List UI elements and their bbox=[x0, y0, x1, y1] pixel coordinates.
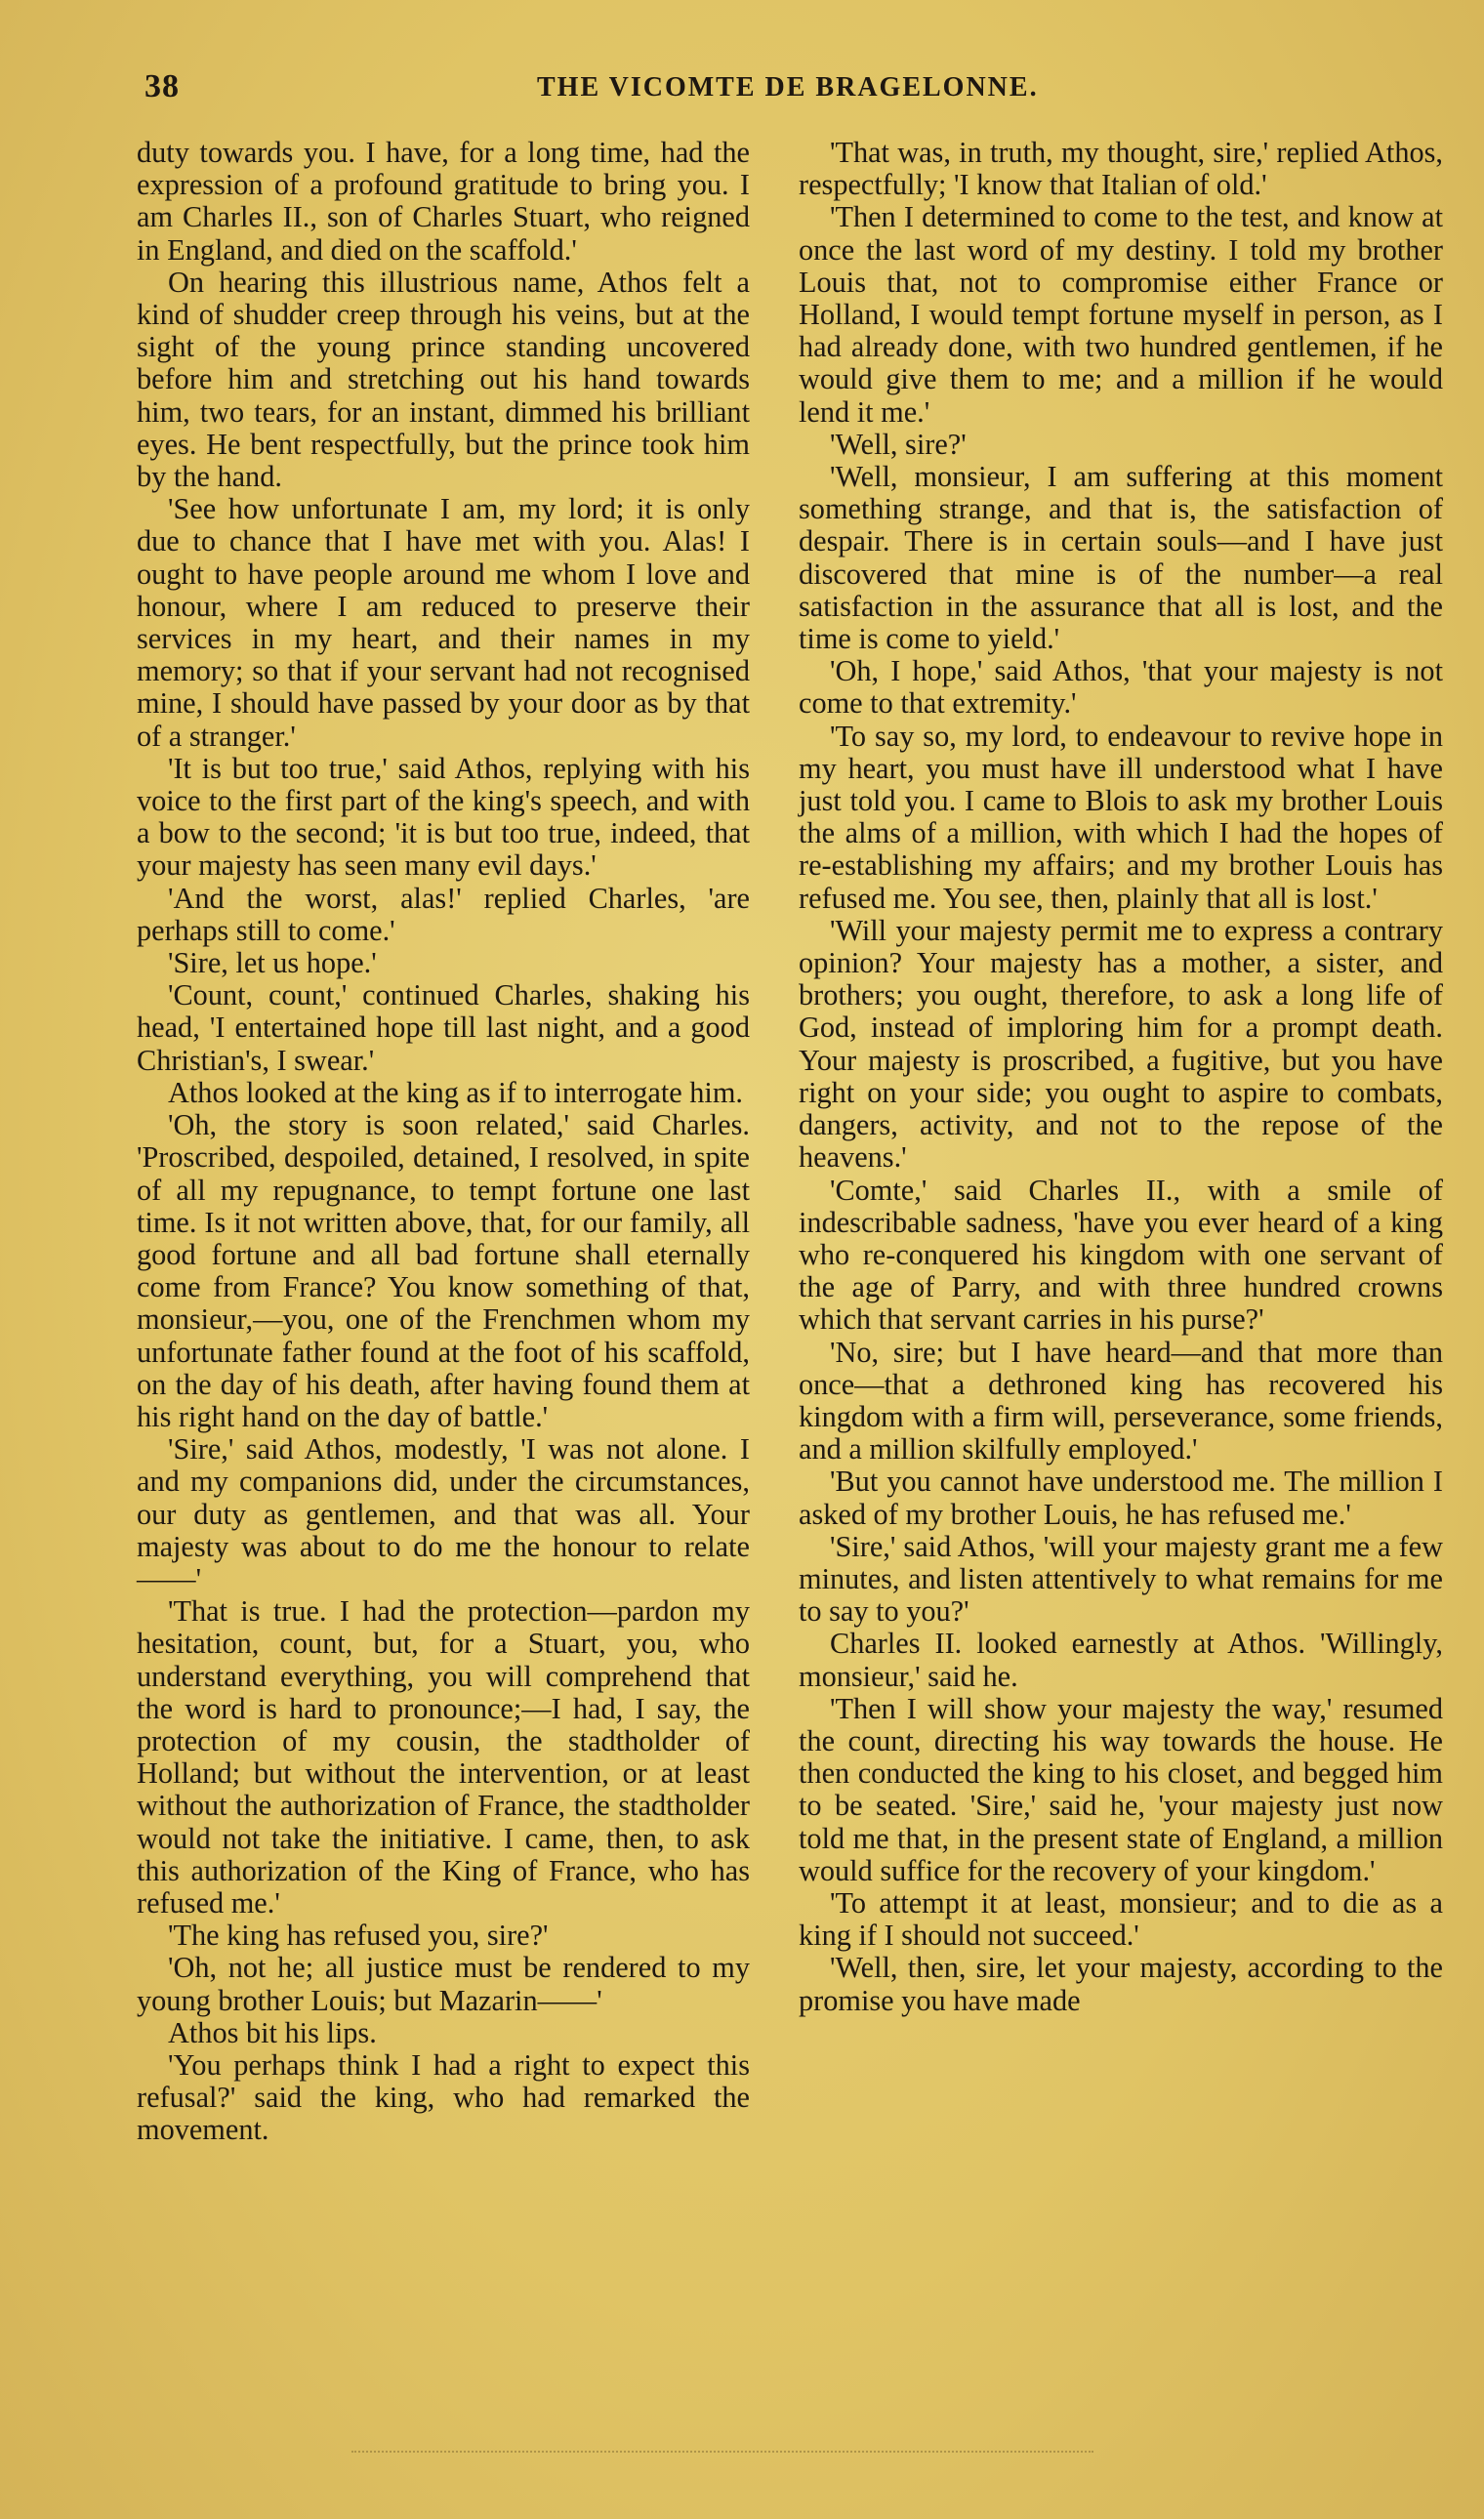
paragraph: On hearing this illustrious name, Athos felt a kind of shudder creep through his veins, but at the sight of the young prince standing uncovered before him and stretching out his hand towards him, two tears, for an instant, dimmed his brilliant eyes. He bent respectfully, but the prince took him by the hand. bbox=[137, 265, 750, 494]
paragraph: 'Then I will show your majesty the way,' resumed the count, directing his way towards the house. He then conducted the king to his closet, and begged him to be seated. 'Sire,' said he, 'your majesty just now told me that, in the present state of England, a million would suffice for the recovery of your kingdom.' bbox=[799, 1691, 1443, 1887]
left-text-column bbox=[137, 137, 750, 2147]
paragraph: Athos looked at the king as if to interrogate him. bbox=[168, 1075, 743, 1109]
paragraph: 'Count, count,' continued Charles, shaking his head, 'I entertained hope till last night, and a good Christian's, I swear.' bbox=[137, 978, 750, 1077]
paragraph: 'To attempt it at least, monsieur; and to die as a king if I should not succeed.' bbox=[799, 1885, 1443, 1953]
paragraph: 'Then I determined to come to the test, and know at once the last word of my destiny. I told my brother Louis that, not to compromise either France or Holland, I would tempt fortune myself in person, as I had already done, with two hundred gentlemen, if he would give them to me; and a million if he would lend it me.' bbox=[799, 200, 1443, 429]
page-header bbox=[144, 68, 1425, 113]
paragraph: 'Well, monsieur, I am suffering at this moment something strange, and that is, the satisfaction of despair. There is in certain souls—and I have just discovered that mine is of the number—a real satisfaction in the assurance that all is lost, and the time is come to yield.' bbox=[799, 460, 1443, 656]
right-text-column bbox=[799, 137, 1443, 2017]
paragraph: 'No, sire; but I have heard—and that more than once—that a dethroned king has recovered his kingdom with a firm will, perseverance, some friends, and a million skilfully employed.' bbox=[799, 1335, 1443, 1466]
page-number: 38 bbox=[144, 68, 180, 104]
bottom-bleed-through-marks bbox=[351, 2451, 1093, 2457]
paragraph: 'But you cannot have understood me. The million I asked of my brother Louis, he has refused me.' bbox=[799, 1465, 1443, 1531]
paragraph: duty towards you. I have, for a long time, had the expression of a profound gratitude to bring you. I am Charles II., son of Charles Stuart, who reigned in England, and died on the scaffold.' bbox=[137, 136, 750, 267]
paragraph: 'Sire,' said Athos, modestly, 'I was not alone. I and my companions did, under the circumstances, our duty as gentlemen, and that was all. Your majesty was about to do me the honour to relate——' bbox=[137, 1432, 750, 1595]
paragraph: 'Well, sire?' bbox=[830, 427, 967, 461]
paragraph: Charles II. looked earnestly at Athos. 'Willingly, monsieur,' said he. bbox=[799, 1627, 1443, 1693]
running-title: THE VICOMTE DE BRAGELONNE. bbox=[537, 72, 1039, 103]
paragraph: 'Sire,' said Athos, 'will your majesty grant me a few minutes, and listen attentively to what remains for me to say to you?' bbox=[799, 1529, 1443, 1629]
paragraph: Athos bit his lips. bbox=[168, 2015, 377, 2049]
paragraph: 'That is true. I had the protection—pardon my hesitation, count, but, for a Stuart, you, who understand everything, you will comprehend that the word is hard to pronounce;—I had, I say, the protection of my cousin, the stadtholder of Holland; but without the intervention, or at least without the authorization of France, the stadtholder would not take the initiative. I came, then, to ask this authorization of the King of France, who has refused me.' bbox=[137, 1594, 750, 1920]
paragraph: 'Oh, the story is soon related,' said Charles. 'Proscribed, despoiled, detained, I resolved, in spite of all my repugnance, to tempt fortune one last time. Is it not written above, that, for our family, all good fortune and all bad fortune shall eternally come from France? You know something of that, monsieur,—you, one of the Frenchmen whom my unfortunate father found at the foot of his scaffold, on the day of his death, after having found them at his right hand on the day of battle.' bbox=[137, 1108, 750, 1433]
paragraph: 'Will your majesty permit me to express a contrary opinion? Your majesty has a mother, a sister, and brothers; you ought, therefore, to ask a long life of God, instead of imploring him for a prompt death. Your majesty is proscribed, a fugitive, but you have right on your side; you ought to aspire to combats, dangers, activity, and not to the repose of the heavens.' bbox=[799, 913, 1443, 1175]
paragraph: 'The king has refused you, sire?' bbox=[168, 1919, 549, 1953]
paragraph: 'And the worst, alas!' replied Charles, 'are perhaps still to come.' bbox=[137, 881, 750, 947]
paragraph: 'To say so, my lord, to endeavour to revive hope in my heart, you must have ill understood what I have just told you. I came to Blois to ask my brother Louis the alms of a million, with which I had the hopes of re-establishing my affairs; and my brother Louis has refused me. You see, then, plainly that all is lost.' bbox=[799, 719, 1443, 915]
paragraph: 'Well, then, sire, let your majesty, according to the promise you have made bbox=[799, 1951, 1443, 2017]
paragraph: 'See how unfortunate I am, my lord; it is only due to chance that I have met with you. Alas! I ought to have people around me whom I love and honour, where I am reduced to preserve their services in my heart, and their names in my memory; so that if your servant had not recognised mine, I should have passed by your door as by that of a stranger.' bbox=[137, 492, 750, 753]
paragraph: 'Oh, not he; all justice must be rendered to my young brother Louis; but Mazarin——' bbox=[137, 1951, 750, 2017]
paragraph: 'It is but too true,' said Athos, replying with his voice to the first part of the king's speech, and with a bow to the second; 'it is but too true, indeed, that your majesty has seen many evil days.' bbox=[137, 751, 750, 883]
paragraph: 'Oh, I hope,' said Athos, 'that your majesty is not come to that extremity.' bbox=[799, 654, 1443, 721]
paragraph: 'Comte,' said Charles II., with a smile of indescribable sadness, 'have you ever heard of a king who re-conquered his kingdom with one servant of the age of Parry, and with three hundred crowns which that servant carries in his purse?' bbox=[799, 1173, 1443, 1337]
paragraph: 'You perhaps think I had a right to expect this refusal?' said the king, who had remarked the movement. bbox=[137, 2047, 750, 2147]
paragraph: 'Sire, let us hope.' bbox=[168, 946, 377, 980]
paragraph: 'That was, in truth, my thought, sire,' replied Athos, respectfully; 'I know that Italian of old.' bbox=[799, 136, 1443, 202]
